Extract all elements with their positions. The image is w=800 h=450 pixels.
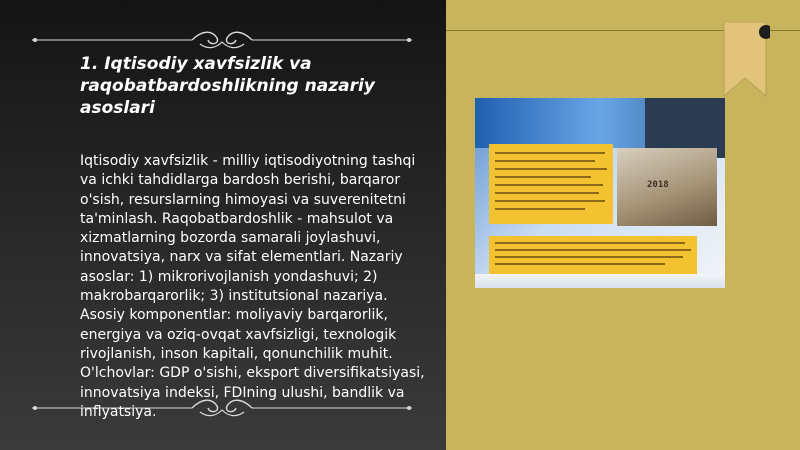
slide-title: 1. Iqtisodiy xavfsizlik va raqobatbardoshlikning nazariy asoslari xyxy=(80,54,375,118)
image-text-box xyxy=(489,236,697,274)
image-coins xyxy=(617,148,717,226)
slide-image xyxy=(475,98,725,288)
image-text-box xyxy=(489,144,613,224)
bookmark-ribbon-icon xyxy=(720,22,770,102)
slide-body: Iqtisodiy xavfsizlik - milliy iqtisodiyotning tashqi va ichki tahdidlarga bardosh berishi, barqaror o'sish, resurslarning himoyasi va suverenitetni ta'minlash. Raqobatbardoshlik - mahsulot va xizmatlarning bozorda samarali joylashuvi, innovatsiya, narx va sifat elementlari. Nazariy asoslar: 1) mikrorivojlanish yondashuvi; 2) makrobarqarorlik; 3) institutsional nazariya. Asosiy komponentlar: moliyaviy barqarorlik, energiya va oziq-ovqat xavfsizligi, texnologik rivojlanish, inson kapitali, qonunchilik muhit. O'lchovlar: GDP o'sishi, eksport diversifikatsiyasi, innovatsiya indeksi, FDIning ulushi, bandlik va inflyatsiya. xyxy=(80,153,425,420)
scroll-divider-icon xyxy=(32,30,412,50)
image-year-label: 2018 xyxy=(647,180,669,190)
image-footer xyxy=(475,274,725,288)
